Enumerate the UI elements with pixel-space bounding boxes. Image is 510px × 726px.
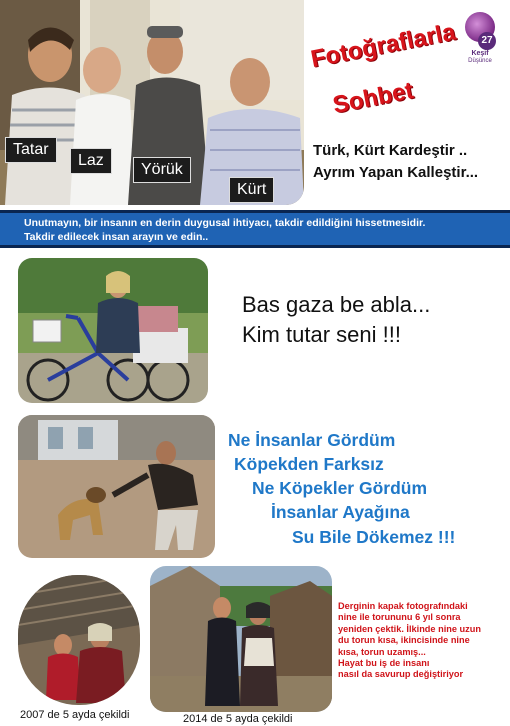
grandmother-2007-photo (18, 575, 140, 705)
grandmother-2014-photo (150, 566, 332, 712)
quote-line2: Takdir edilecek insan arayın ve edin.. (24, 231, 209, 243)
dog-photo (18, 415, 215, 558)
story-line: du torun kısa, ikincisinde nine (338, 635, 470, 646)
slogan-line1: Türk, Kürt Kardeştir .. (313, 142, 468, 159)
story-line: nine ile torununu 6 yıl sonra (338, 612, 461, 623)
issue-number: 27 (478, 32, 496, 50)
label-kurt: Kürt (229, 177, 274, 203)
story-line: Derginin kapak fotografındaki (338, 601, 468, 611)
story-text (338, 601, 508, 681)
page-title-line1: Fotoğraflarla (308, 18, 458, 74)
story-line: kısa, torun uzamış... (338, 646, 426, 657)
dog-text-line3: Ne Köpekler Gördüm (252, 478, 428, 498)
dog-text-line4: İnsanlar Ayağına (271, 502, 410, 522)
logo-text-1: Keşif (471, 50, 489, 57)
label-tatar: Tatar (5, 137, 57, 163)
tricycle-caption-line1: Bas gaza be abla... (242, 292, 431, 317)
tricycle-caption-line2: Kim tutar seni !!! (242, 322, 401, 347)
dog-text-line2: Köpekden Farksız (234, 454, 384, 474)
label-laz: Laz (70, 148, 112, 174)
magazine-logo (462, 12, 498, 62)
dog-text-line5: Su Bile Dökemez !!! (292, 527, 456, 547)
story-line: nasıl da savurup değiştiriyor (338, 669, 464, 680)
quote-line1: Unutmayın, bir insanın en derin duygusal ihtiyacı, takdir edildiğini hissetmesidir. (24, 217, 426, 229)
tricycle-photo (18, 258, 208, 403)
label-yoruk: Yörük (133, 157, 191, 183)
page-title-line2: Sohbet (330, 76, 416, 120)
caption-2014: 2014 de 5 ayda çekildi (183, 713, 293, 725)
slogan-line2: Ayrım Yapan Kalleştir... (313, 164, 479, 181)
quote-band (0, 210, 510, 248)
story-line: Hayat bu iş de insanı (338, 658, 430, 669)
logo-text-2: Düşünce (468, 58, 492, 64)
dog-text-line1: Ne İnsanlar Gördüm (228, 430, 396, 450)
story-line: yeniden çektik. İlkinde nine uzun (338, 623, 481, 634)
caption-2007: 2007 de 5 ayda çekildi (20, 709, 130, 721)
